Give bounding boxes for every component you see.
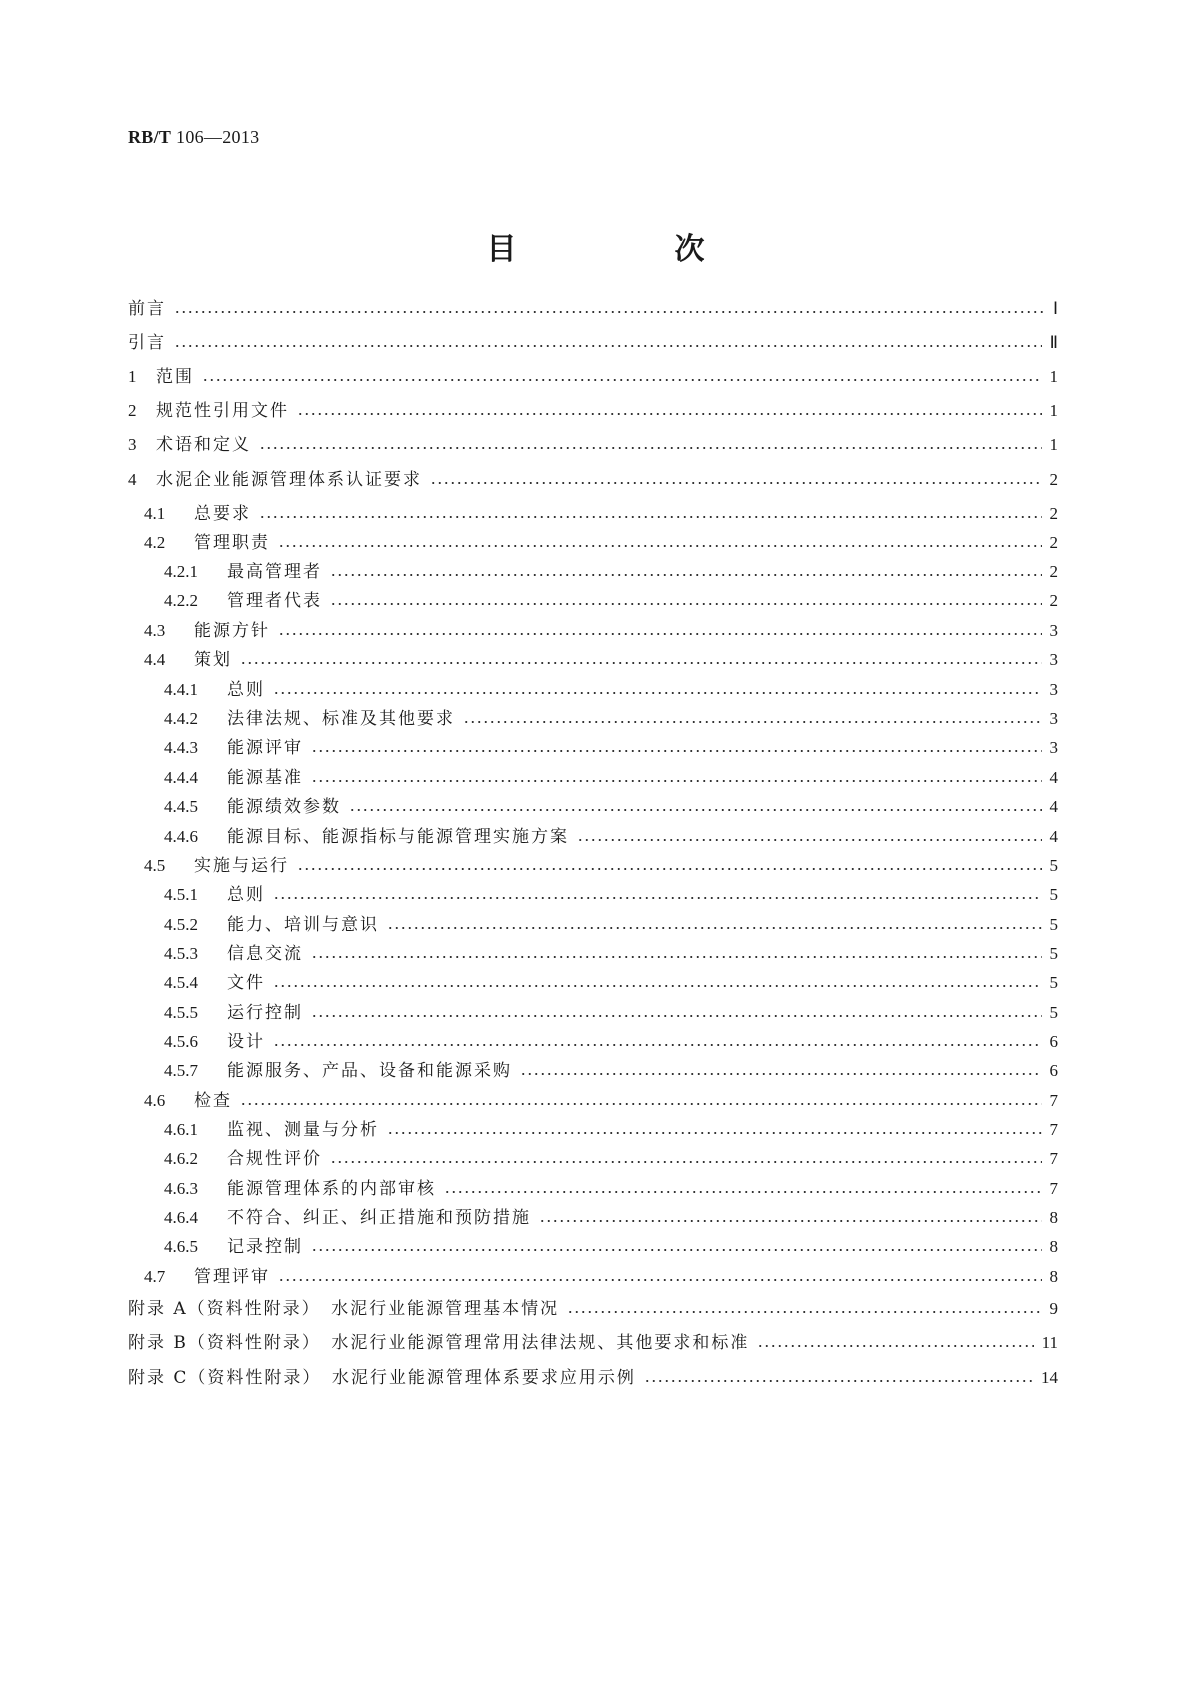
toc-leader-dots xyxy=(273,692,1042,694)
toc-entry-number: 4.4.2 xyxy=(164,709,198,728)
toc-entry-page: 5 xyxy=(1049,885,1058,904)
toc-entry[interactable] xyxy=(164,826,1058,848)
toc-entry-page: 4 xyxy=(1049,797,1058,816)
toc-leader-dots xyxy=(387,927,1042,929)
toc-leader-dots xyxy=(273,985,1042,987)
toc-entry-number: 4.2.2 xyxy=(164,591,198,610)
document-code-prefix: RB/T xyxy=(128,127,172,147)
toc-entry-label: 前言 xyxy=(128,299,166,319)
toc-entry-number: 4.4.3 xyxy=(164,738,198,757)
toc-leader-dots xyxy=(278,545,1042,547)
toc-entry-number: 4.5.5 xyxy=(164,1003,198,1022)
toc-entry[interactable] xyxy=(144,855,1058,877)
toc-entry-page: 14 xyxy=(1041,1368,1058,1387)
toc-entry-label: 总要求 xyxy=(194,504,251,524)
toc-leader-dots xyxy=(644,1380,1033,1382)
toc-entry-label: 总则 xyxy=(227,680,265,700)
toc-entry-number: 4.5.7 xyxy=(164,1061,198,1080)
toc-entry-number: 2 xyxy=(128,401,137,420)
toc-entry-number: 4.5.1 xyxy=(164,885,198,904)
toc-entry-page: 7 xyxy=(1049,1120,1058,1139)
toc-entry-number: 4.6.4 xyxy=(164,1208,198,1227)
toc-entry-number: 1 xyxy=(128,367,137,386)
toc-entry-number: 4.1 xyxy=(144,504,166,523)
toc-entry[interactable] xyxy=(164,1031,1058,1053)
toc-entry-number: 4.5.2 xyxy=(164,915,198,934)
toc-entry[interactable] xyxy=(128,366,1058,388)
toc-leader-dots xyxy=(311,750,1042,752)
toc-entry-number: 4.6 xyxy=(144,1091,166,1110)
toc-entry[interactable] xyxy=(164,679,1058,701)
toc-leader-dots xyxy=(311,780,1042,782)
toc-entry[interactable] xyxy=(144,1090,1058,1112)
toc-entry-page: 8 xyxy=(1049,1208,1058,1227)
toc-title: 目 次 xyxy=(486,232,769,267)
toc-leader-dots xyxy=(430,482,1042,484)
toc-entry-page: 3 xyxy=(1049,738,1058,757)
toc-leader-dots xyxy=(444,1191,1042,1193)
toc-entry-page: 2 xyxy=(1049,533,1058,552)
toc-leader-dots xyxy=(311,956,1042,958)
toc-entry-page: 3 xyxy=(1049,621,1058,640)
toc-entry[interactable] xyxy=(128,1298,1058,1320)
toc-entry-page: 3 xyxy=(1049,709,1058,728)
toc-entry-number: 4.2.1 xyxy=(164,562,198,581)
toc-entry-label: 管理者代表 xyxy=(227,591,322,611)
toc-entry-page: 5 xyxy=(1049,915,1058,934)
toc-leader-dots xyxy=(463,721,1042,723)
toc-entry-label: 法律法规、标准及其他要求 xyxy=(227,709,455,729)
toc-entry-label: 信息交流 xyxy=(227,944,303,964)
toc-entry[interactable] xyxy=(164,1178,1058,1200)
document-code-number: 106—2013 xyxy=(176,127,260,147)
toc-entry-label: 运行控制 xyxy=(227,1003,303,1023)
toc-entry-number: 4.2 xyxy=(144,533,166,552)
toc-leader-dots xyxy=(330,603,1042,605)
toc-entry-page: 7 xyxy=(1049,1179,1058,1198)
toc-entry[interactable] xyxy=(164,1236,1058,1258)
toc-entry-number: 4.6.5 xyxy=(164,1237,198,1256)
toc-entry-page: 5 xyxy=(1049,1003,1058,1022)
toc-entry-label: 能源管理体系的内部审核 xyxy=(227,1179,436,1199)
toc-entry-label: 能源服务、产品、设备和能源采购 xyxy=(227,1061,512,1081)
toc-leader-dots xyxy=(297,413,1042,415)
toc-entry-label: 监视、测量与分析 xyxy=(227,1120,379,1140)
toc-entry-number: 4.5.4 xyxy=(164,973,198,992)
toc-entry-label: 最高管理者 xyxy=(227,562,322,582)
toc-entry-page: 1 xyxy=(1049,401,1058,420)
toc-leader-dots xyxy=(297,868,1042,870)
toc-entry[interactable] xyxy=(144,620,1058,642)
toc-entry[interactable] xyxy=(164,708,1058,730)
toc-leader-dots xyxy=(273,1044,1042,1046)
toc-entry-number: 4.4.4 xyxy=(164,768,198,787)
toc-entry-page: 2 xyxy=(1049,562,1058,581)
toc-entry[interactable] xyxy=(128,434,1058,456)
toc-entry-label: 附录 B（资料性附录） 水泥行业能源管理常用法律法规、其他要求和标准 xyxy=(128,1333,750,1353)
toc-entry[interactable] xyxy=(164,972,1058,994)
toc-leader-dots xyxy=(330,574,1042,576)
toc-entry-label: 术语和定义 xyxy=(156,435,251,455)
toc-entry-label: 设计 xyxy=(227,1032,265,1052)
toc-leader-dots xyxy=(240,662,1042,664)
toc-entry-label: 文件 xyxy=(227,973,265,993)
toc-entry-number: 3 xyxy=(128,435,137,454)
toc-entry-page: 2 xyxy=(1049,591,1058,610)
toc-entry[interactable] xyxy=(164,1119,1058,1141)
toc-entry[interactable] xyxy=(164,767,1058,789)
toc-leader-dots xyxy=(311,1249,1042,1251)
toc-entry-label: 水泥企业能源管理体系认证要求 xyxy=(156,470,422,490)
toc-entry[interactable] xyxy=(164,914,1058,936)
toc-entry-number: 4.4.6 xyxy=(164,827,198,846)
toc-entry-label: 能力、培训与意识 xyxy=(227,915,379,935)
toc-entry-page: 8 xyxy=(1049,1267,1058,1286)
toc-entry-number: 4.4.5 xyxy=(164,797,198,816)
toc-entry-page: 4 xyxy=(1049,768,1058,787)
toc-entry-page: 11 xyxy=(1041,1333,1058,1352)
toc-leader-dots xyxy=(311,1015,1042,1017)
toc-entry-number: 4.7 xyxy=(144,1267,166,1286)
document-code xyxy=(128,127,259,148)
toc-leader-dots xyxy=(520,1073,1042,1075)
toc-leader-dots xyxy=(202,379,1042,381)
toc-entry-label: 能源基准 xyxy=(227,768,303,788)
toc-entry[interactable] xyxy=(164,943,1058,965)
toc-entry-number: 4.5 xyxy=(144,856,166,875)
toc-entry-label: 策划 xyxy=(194,650,232,670)
toc-entry-label: 检查 xyxy=(194,1091,232,1111)
toc-entry[interactable] xyxy=(164,1002,1058,1024)
toc-entry-page: 7 xyxy=(1049,1091,1058,1110)
toc-leader-dots xyxy=(240,1103,1042,1105)
toc-leader-dots xyxy=(278,633,1042,635)
toc-leader-dots xyxy=(330,1161,1042,1163)
toc-entry-label: 引言 xyxy=(128,333,166,353)
toc-leader-dots xyxy=(259,516,1042,518)
toc-entry[interactable] xyxy=(144,1266,1058,1288)
toc-entry-page: 5 xyxy=(1049,944,1058,963)
toc-entry[interactable] xyxy=(128,469,1058,491)
toc-entry[interactable] xyxy=(164,561,1058,583)
toc-leader-dots xyxy=(259,447,1042,449)
toc-entry[interactable] xyxy=(128,400,1058,422)
toc-entry-page: Ⅱ xyxy=(1049,333,1058,352)
toc-entry-label: 管理评审 xyxy=(194,1267,270,1287)
toc-entry-page: 1 xyxy=(1049,435,1058,454)
toc-entry-page: 6 xyxy=(1049,1061,1058,1080)
toc-entry-page: 3 xyxy=(1049,680,1058,699)
toc-leader-dots xyxy=(567,1311,1041,1313)
toc-leader-dots xyxy=(577,839,1042,841)
toc-entry-label: 不符合、纠正、纠正措施和预防措施 xyxy=(227,1208,531,1228)
toc-entry-number: 4.5.6 xyxy=(164,1032,198,1051)
toc-entry-number: 4.4.1 xyxy=(164,680,198,699)
toc-entry[interactable] xyxy=(128,298,1058,320)
toc-entry-number: 4.5.3 xyxy=(164,944,198,963)
toc-entry[interactable] xyxy=(164,737,1058,759)
toc-entry-page: 2 xyxy=(1049,470,1058,489)
toc-entry[interactable] xyxy=(144,503,1058,525)
toc-entry-page: 2 xyxy=(1049,504,1058,523)
toc-entry[interactable] xyxy=(128,1367,1058,1389)
toc-entry[interactable] xyxy=(144,532,1058,554)
toc-entry[interactable] xyxy=(164,1207,1058,1229)
toc-entry[interactable] xyxy=(164,1060,1058,1082)
toc-entry-page: 6 xyxy=(1049,1032,1058,1051)
toc-entry-label: 记录控制 xyxy=(227,1237,303,1257)
toc-leader-dots xyxy=(757,1345,1033,1347)
toc-entry-label: 附录 A（资料性附录） 水泥行业能源管理基本情况 xyxy=(128,1299,560,1319)
toc-entry-number: 4.6.3 xyxy=(164,1179,198,1198)
toc-entry[interactable] xyxy=(144,649,1058,671)
toc-entry[interactable] xyxy=(128,1332,1058,1354)
toc-entry-page: 8 xyxy=(1049,1237,1058,1256)
toc-entry-page: 4 xyxy=(1049,827,1058,846)
toc-entry-page: 9 xyxy=(1049,1299,1058,1318)
toc-entry-number: 4.6.2 xyxy=(164,1149,198,1168)
toc-entry-label: 能源评审 xyxy=(227,738,303,758)
toc-entry-label: 实施与运行 xyxy=(194,856,289,876)
toc-entry[interactable] xyxy=(164,1148,1058,1170)
toc-entry-page: 7 xyxy=(1049,1149,1058,1168)
toc-entry-page: 5 xyxy=(1049,973,1058,992)
toc-entry-number: 4 xyxy=(128,470,137,489)
toc-entry[interactable] xyxy=(164,590,1058,612)
toc-entry-page: 5 xyxy=(1049,856,1058,875)
toc-entry-label: 能源方针 xyxy=(194,621,270,641)
toc-entry-page: 3 xyxy=(1049,650,1058,669)
toc-entry-number: 4.6.1 xyxy=(164,1120,198,1139)
toc-entry-number: 4.3 xyxy=(144,621,166,640)
toc-entry-label: 总则 xyxy=(227,885,265,905)
toc-entry-page: Ⅰ xyxy=(1052,299,1058,318)
toc-leader-dots xyxy=(174,311,1045,313)
toc-leader-dots xyxy=(273,897,1042,899)
toc-entry[interactable] xyxy=(128,332,1058,354)
toc-entry-number: 4.4 xyxy=(144,650,166,669)
toc-entry-label: 能源绩效参数 xyxy=(227,797,341,817)
toc-entry[interactable] xyxy=(164,796,1058,818)
toc-entry-label: 能源目标、能源指标与能源管理实施方案 xyxy=(227,827,569,847)
toc-entry-page: 1 xyxy=(1049,367,1058,386)
toc-leader-dots xyxy=(278,1279,1042,1281)
toc-entry[interactable] xyxy=(164,884,1058,906)
toc-entry-label: 附录 C（资料性附录） 水泥行业能源管理体系要求应用示例 xyxy=(128,1368,636,1388)
toc-leader-dots xyxy=(174,345,1042,347)
toc-entry-label: 合规性评价 xyxy=(227,1149,322,1169)
toc-entry-label: 规范性引用文件 xyxy=(156,401,289,421)
toc-entry-label: 管理职责 xyxy=(194,533,270,553)
toc-leader-dots xyxy=(539,1220,1042,1222)
toc-leader-dots xyxy=(387,1132,1042,1134)
toc-entry-label: 范围 xyxy=(156,367,194,387)
toc-leader-dots xyxy=(349,809,1042,811)
